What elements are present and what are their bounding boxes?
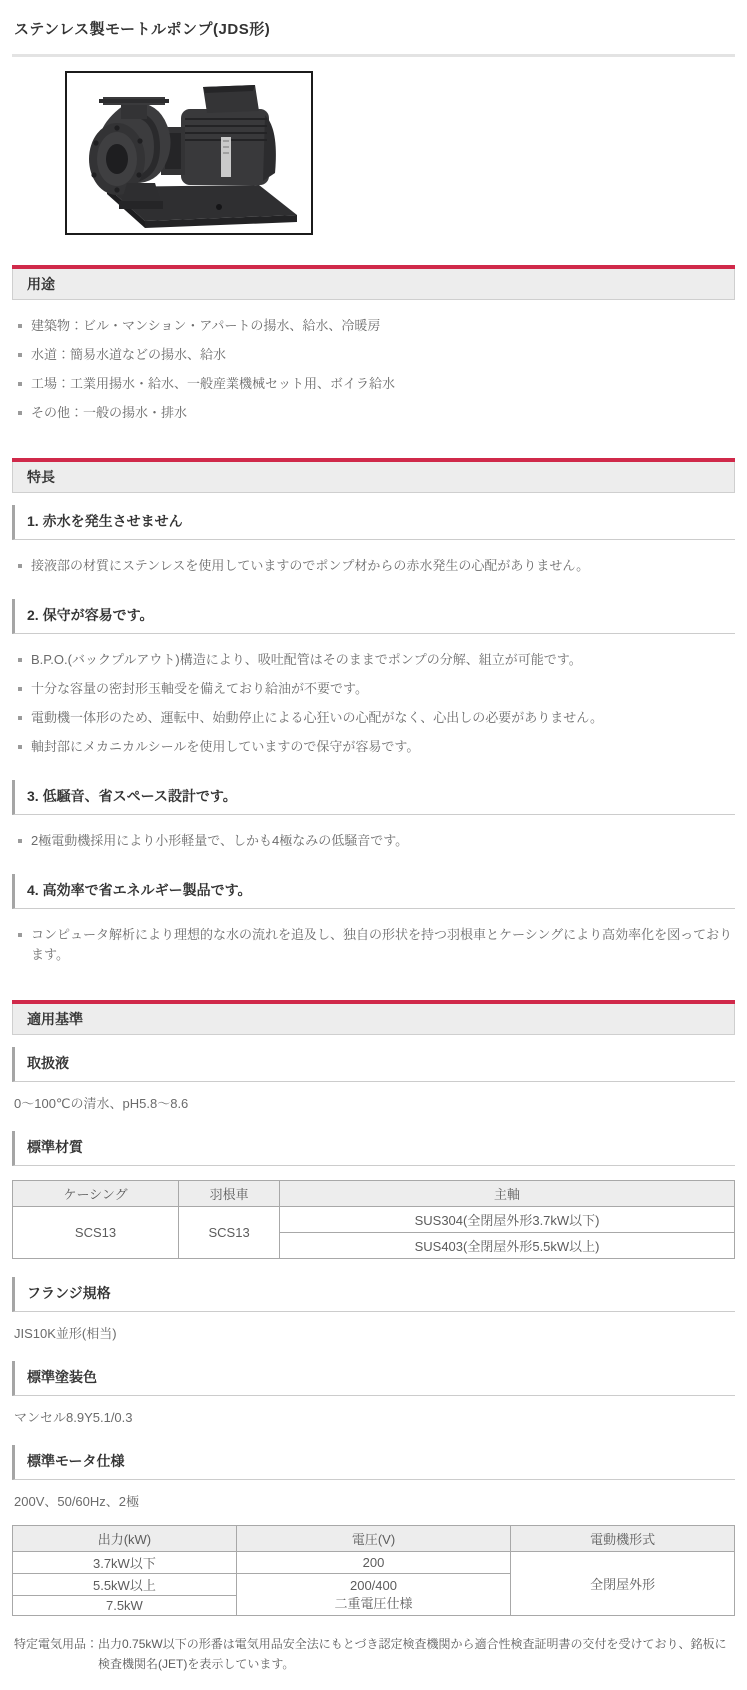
- paint-value: マンセル8.9Y5.1/0.3: [14, 1410, 133, 1425]
- liquid-heading: 取扱液: [12, 1047, 735, 1082]
- product-photo-frame: [65, 71, 313, 235]
- voltage-line-1: 200/400: [349, 1577, 397, 1593]
- bullet-icon: [18, 353, 22, 357]
- col-header-casing: ケーシング: [13, 1181, 179, 1207]
- col-header-output: 出力(kW): [13, 1526, 237, 1552]
- section-uses: [12, 265, 735, 428]
- table-header-row: [13, 1526, 735, 1552]
- cell-shaft-2: SUS403(全閉屋外形5.5kW以上): [280, 1233, 735, 1259]
- table-header-row: [13, 1181, 735, 1207]
- cell-output-2: 5.5kW以上: [13, 1574, 237, 1596]
- feature-text: 軸封部にメカニカルシールを使用していますので保守が容易です。: [31, 739, 420, 754]
- footnote: [14, 1634, 735, 1674]
- list-item: [16, 341, 735, 370]
- list-item: [16, 399, 735, 428]
- feature-2-list: [12, 646, 735, 762]
- section-standards: [12, 1000, 735, 1674]
- flange-value: JIS10K並形(相当): [14, 1326, 117, 1341]
- list-item: [16, 675, 735, 704]
- bullet-icon: [18, 745, 22, 749]
- uses-list: [12, 312, 735, 428]
- cell-voltage-1: 200: [236, 1552, 510, 1574]
- feature-text: 接液部の材質にステンレスを使用していますのでポンプ材からの赤水発生の心配がありません。: [31, 558, 590, 573]
- list-item: [16, 827, 735, 856]
- feature-text: コンピュータ解析により理想的な水の流れを追及し、独自の形状を持つ羽根車とケーシングにより高効率化を図っております。: [31, 927, 733, 962]
- cell-impeller: SCS13: [179, 1207, 280, 1259]
- footnote-label: 特定電気用品：: [14, 1637, 99, 1651]
- bullet-icon: [18, 839, 22, 843]
- bullet-icon: [18, 411, 22, 415]
- cell-output-1: 3.7kW以下: [13, 1552, 237, 1574]
- bullet-icon: [18, 324, 22, 328]
- list-item: [16, 704, 735, 733]
- feature-1-list: [12, 552, 735, 581]
- flange-heading: フランジ規格: [12, 1277, 735, 1312]
- liquid-value: 0～100℃の清水、pH5.8～8.6: [14, 1096, 189, 1111]
- paint-heading: 標準塗装色: [12, 1361, 735, 1396]
- features-header: 特長: [12, 462, 735, 493]
- table-row: [13, 1552, 735, 1574]
- list-item: [16, 921, 735, 970]
- cell-voltage-merged: [236, 1574, 510, 1616]
- voltage-line-2: 二重電圧仕様: [334, 1595, 413, 1611]
- list-item: [16, 733, 735, 762]
- pump-photo: [69, 75, 309, 231]
- motor-table: [12, 1525, 735, 1616]
- title-divider: [12, 54, 735, 57]
- use-text: 水道：簡易水道などの揚水、給水: [31, 347, 227, 362]
- bullet-icon: [18, 564, 22, 568]
- material-heading: 標準材質: [12, 1131, 735, 1166]
- bullet-icon: [18, 658, 22, 662]
- feature-3-list: [12, 827, 735, 856]
- table-row: [13, 1207, 735, 1233]
- feature-text: 十分な容量の密封形玉軸受を備えており給油が不要です。: [31, 681, 368, 696]
- cell-casing: SCS13: [13, 1207, 179, 1259]
- use-text: 工場：工業用揚水・給水、一般産業機械セット用、ボイラ給水: [31, 376, 396, 391]
- list-item: [16, 552, 735, 581]
- cell-motor-type: 全閉屋外形: [511, 1552, 735, 1616]
- use-text: その他：一般の揚水・排水: [31, 405, 188, 420]
- section-features: [12, 458, 735, 970]
- bullet-icon: [18, 716, 22, 720]
- bullet-icon: [18, 933, 22, 937]
- feature-heading-2: 2. 保守が容易です。: [12, 599, 735, 634]
- feature-text: 電動機一体形のため、運転中、始動停止による心狂いの心配がなく、心出しの必要がありません。: [31, 710, 604, 725]
- col-header-shaft: 主軸: [280, 1181, 735, 1207]
- col-header-motor-type: 電動機形式: [511, 1526, 735, 1552]
- standards-header: 適用基準: [12, 1004, 735, 1035]
- motor-heading: 標準モータ仕様: [12, 1445, 735, 1480]
- footnote-text: 出力0.75kW以下の形番は電気用品安全法にもとづき認定検査機関から適合性検査証明書の交付を受けており、銘板に検査機関名(JET)を表示しています。: [98, 1637, 727, 1671]
- bullet-icon: [18, 687, 22, 691]
- bullet-icon: [18, 382, 22, 386]
- list-item: [16, 312, 735, 341]
- list-item: [16, 646, 735, 675]
- feature-heading-3: 3. 低騒音、省スペース設計です。: [12, 780, 735, 815]
- feature-heading-1: 1. 赤水を発生させません: [12, 505, 735, 540]
- motor-value: 200V、50/60Hz、2極: [14, 1494, 140, 1509]
- feature-4-list: [12, 921, 735, 970]
- feature-text: 2極電動機採用により小形軽量で、しかも4極なみの低騒音です。: [31, 833, 409, 848]
- feature-heading-4: 4. 高効率で省エネルギー製品です。: [12, 874, 735, 909]
- use-text: 建築物：ビル・マンション・アパートの揚水、給水、冷暖房: [31, 318, 381, 333]
- material-table: [12, 1180, 735, 1259]
- list-item: [16, 370, 735, 399]
- col-header-voltage: 電圧(V): [236, 1526, 510, 1552]
- col-header-impeller: 羽根車: [179, 1181, 280, 1207]
- uses-header: 用途: [12, 269, 735, 300]
- feature-text: B.P.O.(バックプルアウト)構造により、吸吐配管はそのままでポンプの分解、組立が可能です。: [31, 652, 582, 667]
- cell-shaft-1: SUS304(全閉屋外形3.7kW以下): [280, 1207, 735, 1233]
- cell-output-3: 7.5kW: [13, 1596, 237, 1616]
- page-title: ステンレス製モートルポンプ(JDS形): [14, 21, 271, 38]
